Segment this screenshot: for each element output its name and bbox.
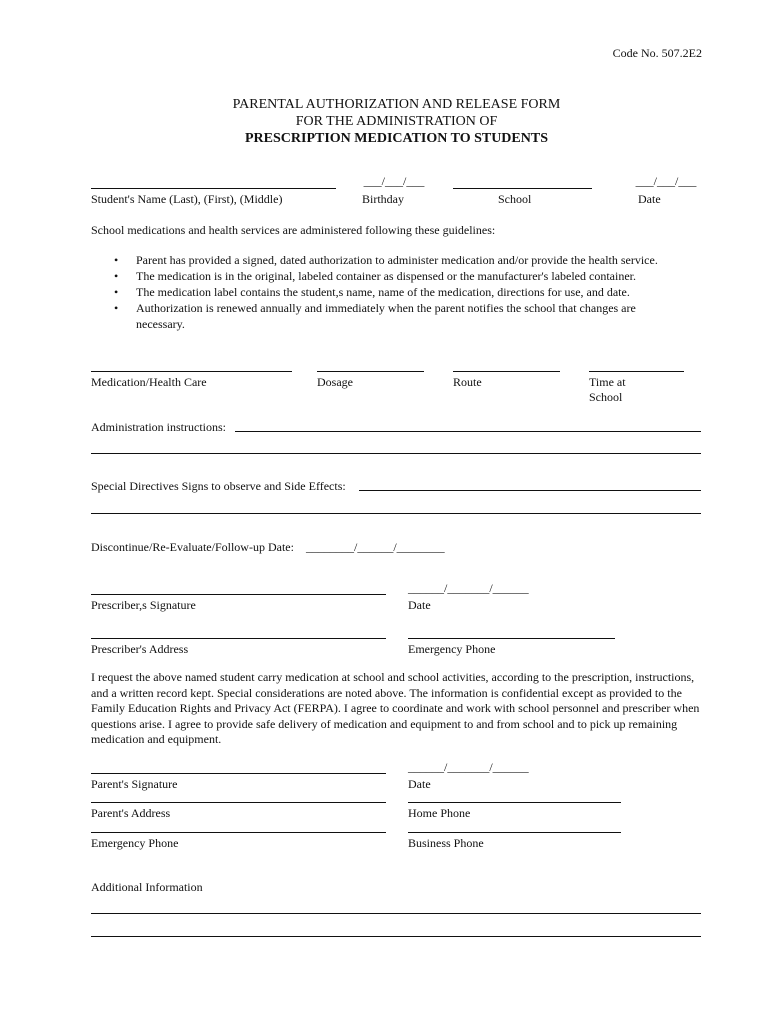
prescriber-date-blank[interactable]: ______/_______/______	[408, 581, 529, 595]
birthday-label: Birthday	[362, 192, 404, 206]
prescriber-address-label: Prescriber's Address	[91, 642, 189, 656]
student-name-field[interactable]	[91, 188, 336, 189]
medication-field[interactable]	[91, 371, 292, 372]
parent-emergency-phone-label: Emergency Phone	[91, 836, 179, 850]
consent-paragraph: I request the above named student carry medication at school and school activities, according to the prescription, instructions, and a written record kept. Special considerations are noted above. The information is confidential except as provided to the Family Education Rights and Privacy Act (FERPA). I agree to coordinate and work with school personnel and prescriber when questions arise. I agree to provide safe delivery of medication and equipment to and from school and to pick up remaining medication and equipment.	[91, 670, 700, 746]
parent-date-label: Date	[408, 777, 431, 791]
guideline-item: • The medication is in the original, labeled container as dispensed or the manufacturer's labeled container.	[110, 268, 680, 284]
route-label: Route	[453, 375, 482, 389]
additional-info-field-2[interactable]	[91, 936, 701, 937]
prescriber-emergency-phone-field[interactable]	[408, 638, 615, 639]
guideline-item: • The medication label contains the student,s name, name of the medication, directions for use, and date.	[110, 284, 680, 300]
prescriber-address-field[interactable]	[91, 638, 386, 639]
parent-signature-label: Parent's Signature	[91, 777, 178, 791]
guidelines-intro: School medications and health services are administered following these guidelines:	[91, 223, 496, 237]
additional-info-field-1[interactable]	[91, 913, 701, 914]
admin-instructions-label: Administration instructions:	[91, 420, 226, 434]
discontinue-label: Discontinue/Re-Evaluate/Follow-up Date:	[91, 540, 294, 554]
parent-date-blank[interactable]: ______/_______/______	[408, 760, 529, 774]
admin-instructions-field[interactable]	[235, 431, 701, 432]
date-label: Date	[638, 192, 661, 206]
date-blank[interactable]: ___/___/___	[635, 174, 697, 188]
parent-address-label: Parent's Address	[91, 806, 171, 820]
admin-instructions-field-2[interactable]	[91, 453, 701, 454]
special-directives-label: Special Directives Signs to observe and Side Effects:	[91, 479, 346, 493]
student-name-label: Student's Name (Last), (First), (Middle)	[91, 192, 283, 206]
dosage-field[interactable]	[317, 371, 424, 372]
dosage-label: Dosage	[317, 375, 353, 389]
route-field[interactable]	[453, 371, 560, 372]
title-line-3: PRESCRIPTION MEDICATION TO STUDENTS	[244, 131, 548, 146]
parent-signature-field[interactable]	[91, 773, 386, 774]
home-phone-label: Home Phone	[408, 806, 471, 820]
birthday-blank[interactable]: ___/___/___	[363, 174, 425, 188]
title-line-2: FOR THE ADMINISTRATION OF	[295, 114, 498, 129]
special-directives-field-2[interactable]	[91, 513, 701, 514]
time-at-school-field[interactable]	[589, 371, 684, 372]
additional-info-label: Additional Information	[91, 880, 203, 894]
time-at-school-label: Time at School	[589, 375, 626, 404]
medication-label: Medication/Health Care	[91, 375, 207, 389]
prescriber-signature-field[interactable]	[91, 594, 386, 595]
discontinue-date-blank[interactable]: ________/______/________	[306, 540, 445, 554]
guideline-item: • Parent has provided a signed, dated authorization to administer medication and/or provide the health service.	[110, 252, 680, 268]
title-line-1: PARENTAL AUTHORIZATION AND RELEASE FORM	[232, 97, 561, 112]
guidelines-list	[110, 252, 680, 332]
business-phone-field[interactable]	[408, 832, 621, 833]
school-label: School	[498, 192, 532, 206]
code-number: Code No. 507.2E2	[612, 46, 702, 60]
guideline-item: • Authorization is renewed annually and immediately when the parent notifies the school that changes are necessary.	[110, 300, 680, 332]
prescriber-emergency-phone-label: Emergency Phone	[408, 642, 496, 656]
prescriber-signature-label: Prescriber,s Signature	[91, 598, 196, 612]
parent-emergency-phone-field[interactable]	[91, 832, 386, 833]
home-phone-field[interactable]	[408, 802, 621, 803]
school-field[interactable]	[453, 188, 592, 189]
parent-address-field[interactable]	[91, 802, 386, 803]
special-directives-field[interactable]	[359, 490, 701, 491]
prescriber-date-label: Date	[408, 598, 431, 612]
business-phone-label: Business Phone	[408, 836, 484, 850]
